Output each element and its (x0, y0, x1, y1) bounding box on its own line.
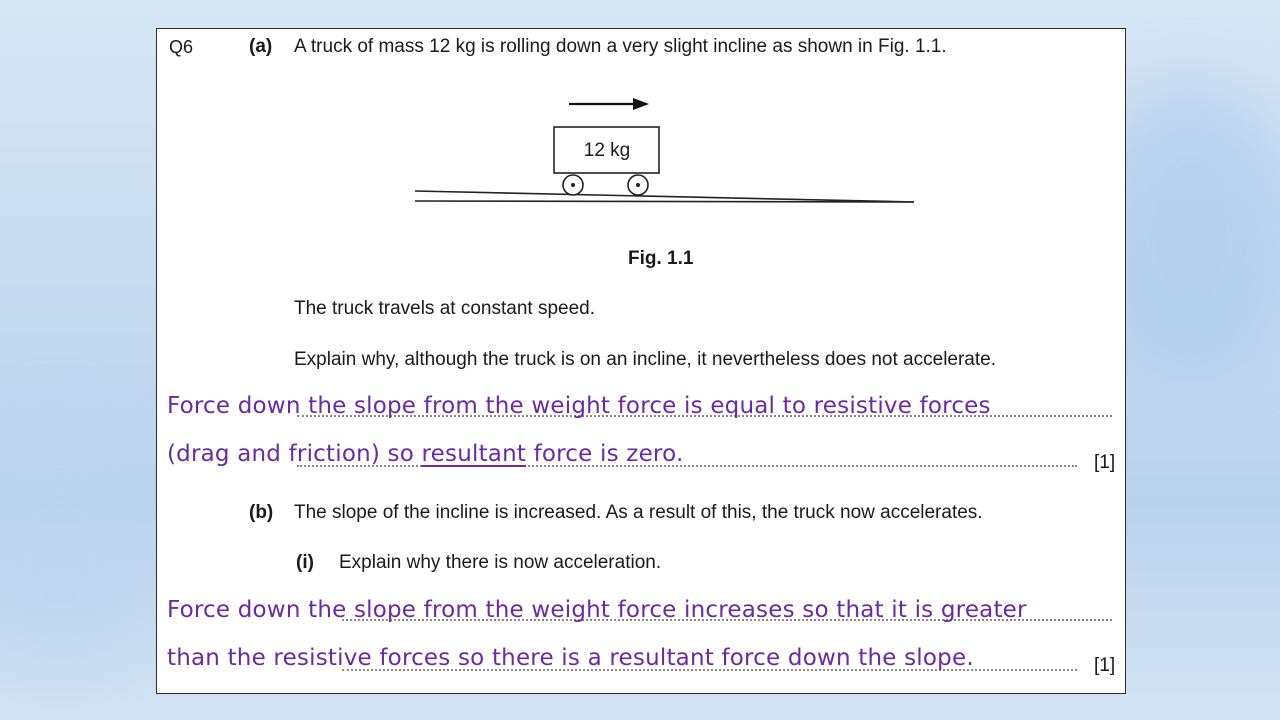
answer-a-underlined-word: resultant (421, 441, 527, 467)
part-b-i-label: (i) (296, 552, 314, 573)
answer-a-line1: Force down the slope from the weight force is equal to resistive forces (167, 393, 991, 419)
part-a-label: (a) (249, 36, 273, 57)
truck-incline-figure (407, 89, 927, 219)
part-b-i-prompt: Explain why there is now acceleration. (339, 552, 662, 573)
part-a-stem: A truck of mass 12 kg is rolling down a very slight incline as shown in Fig. 1.1. (294, 36, 947, 57)
part-b-stem: The slope of the incline is increased. As a result of this, the truck now accelerates. (294, 502, 983, 523)
wheel-icon (628, 175, 648, 195)
incline-surface (415, 191, 914, 202)
figure-caption: Fig. 1.1 (628, 248, 694, 269)
part-a-statement: The truck travels at constant speed. (294, 298, 595, 319)
answer-a-line2 (167, 443, 683, 466)
part-a-prompt: Explain why, although the truck is on an incline, it nevertheless does not accelerate. (294, 349, 996, 370)
truck-mass-label: 12 kg (583, 140, 631, 161)
direction-arrow-icon (569, 98, 649, 110)
part-b-label: (b) (249, 502, 274, 523)
worksheet-page (156, 28, 1126, 694)
answer-b-i-line1: Force down the slope from the weight force increases so that it is greater (167, 597, 1027, 623)
answer-a-line2-prefix: (drag and friction) so (167, 441, 422, 467)
wheel-icon (563, 175, 583, 195)
answer-b-i-line2: than the resistive forces so there is a resultant force down the slope. (167, 645, 974, 671)
part-a-marks: [1] (1094, 452, 1116, 473)
part-b-i-marks: [1] (1094, 655, 1116, 676)
answer-a-line2-suffix: force is zero. (526, 441, 684, 467)
background-glow (0, 420, 160, 680)
question-number: Q6 (169, 37, 194, 57)
